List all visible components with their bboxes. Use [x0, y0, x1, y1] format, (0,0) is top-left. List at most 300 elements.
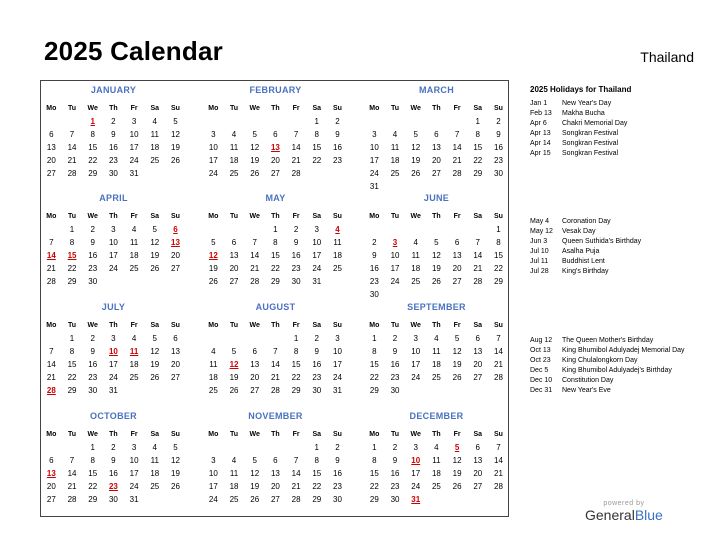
- day-cell: 8: [496, 238, 501, 247]
- weekday-label: Su: [332, 105, 342, 112]
- day-cell: 26: [250, 495, 260, 504]
- weekday-label: Mo: [46, 322, 57, 329]
- day-cell: 8: [90, 456, 95, 465]
- day-cell: 27: [46, 495, 56, 504]
- day-cell: 29: [494, 277, 503, 286]
- weekday-label: Mo: [46, 431, 57, 438]
- day-cell: 1: [314, 117, 319, 126]
- day-cell: 8: [314, 130, 319, 139]
- day-cell: 3: [413, 334, 418, 343]
- day-cell: 27: [473, 482, 483, 491]
- page-title: 2025 Calendar: [44, 36, 223, 66]
- day-cell: 18: [411, 264, 421, 273]
- day-cell: 17: [108, 360, 118, 369]
- day-cell: 29: [312, 495, 322, 504]
- day-cell: 19: [431, 264, 441, 273]
- day-cell: 18: [229, 156, 239, 165]
- week-row: [41, 441, 186, 454]
- day-cell: 3: [111, 334, 116, 343]
- day-cell: 11: [150, 456, 159, 465]
- day-cell: 15: [88, 143, 98, 152]
- day-cell: 15: [312, 469, 322, 478]
- day-cell: 8: [69, 347, 75, 356]
- weekday-label: Su: [170, 105, 180, 112]
- month-name: NOVEMBER: [248, 411, 303, 421]
- weekday-label: Mo: [208, 213, 219, 220]
- day-cell: 3: [131, 117, 137, 126]
- day-cell: 21: [291, 482, 301, 491]
- day-cell: 22: [369, 482, 379, 491]
- day-cell: 6: [273, 456, 278, 465]
- weekday-label: Su: [493, 431, 503, 438]
- month-name: FEBRUARY: [249, 85, 302, 95]
- weekday-label: Th: [432, 431, 441, 438]
- weekday-label: Fr: [292, 322, 300, 329]
- holiday-name: King Bhumibol Adulyadej Memorial Day: [562, 347, 685, 354]
- weekday-label: We: [249, 322, 260, 329]
- day-cell: 28: [250, 277, 260, 286]
- day-cell: 18: [129, 360, 139, 369]
- month-grid: [41, 428, 186, 506]
- day-cell: 4: [152, 117, 157, 126]
- day-cell: 18: [229, 482, 239, 491]
- week-row: [364, 467, 509, 480]
- day-cell: 11: [432, 456, 441, 465]
- month-june: [364, 193, 509, 302]
- week-row: [41, 454, 186, 467]
- week-row: [203, 384, 348, 397]
- day-cell: 30: [88, 277, 98, 286]
- weekday-label: Tu: [68, 213, 77, 220]
- day-cell: 14: [46, 360, 56, 369]
- weekday-label: Sa: [473, 105, 483, 112]
- day-cell: 13: [171, 347, 180, 356]
- day-cell: 26: [171, 482, 180, 491]
- day-cell: 14: [67, 143, 77, 152]
- weekday-label: Su: [170, 213, 180, 220]
- day-cell: 26: [150, 264, 160, 273]
- day-cell: 19: [171, 469, 180, 478]
- day-cell: 13: [431, 143, 441, 152]
- weekday-header: [41, 319, 186, 332]
- day-cell: 19: [452, 469, 462, 478]
- footer-logo[interactable]: [585, 500, 663, 523]
- day-cell: 26: [452, 482, 462, 491]
- day-cell: 7: [475, 238, 480, 247]
- day-cell: 5: [454, 334, 460, 343]
- holiday-name: Constitution Day: [562, 377, 614, 384]
- day-cell: 10: [390, 251, 400, 260]
- week-row: [364, 167, 509, 180]
- day-cell: 15: [88, 469, 98, 478]
- day-cell: 23: [88, 373, 98, 382]
- weekday-label: Su: [332, 322, 342, 329]
- day-cell: 2: [392, 334, 398, 343]
- holiday-date: Jan 1: [530, 100, 548, 107]
- week-row: [203, 141, 348, 154]
- day-cell: 17: [411, 469, 421, 478]
- day-cell: 26: [250, 169, 260, 178]
- weekday-label: Tu: [68, 105, 77, 112]
- day-cell: 4: [434, 443, 439, 452]
- weekday-label: Fr: [453, 213, 461, 220]
- holiday-item: [530, 336, 692, 346]
- week-row: [364, 180, 509, 193]
- weekday-label: Fr: [292, 213, 300, 220]
- day-cell: 27: [171, 264, 180, 273]
- day-cell: 7: [69, 130, 75, 139]
- week-row: [203, 262, 348, 275]
- month-grid: [41, 319, 186, 397]
- day-cell: 11: [209, 360, 218, 369]
- week-row: [203, 332, 348, 345]
- day-cell: 28: [67, 495, 77, 504]
- weekday-header: [203, 428, 348, 441]
- holiday-date: Oct 23: [530, 357, 551, 364]
- day-cell: 12: [452, 347, 462, 356]
- month-grid: [364, 428, 509, 506]
- holiday-date: Jul 10: [530, 248, 549, 255]
- weekday-label: Tu: [391, 213, 400, 220]
- day-cell: 24: [129, 156, 139, 165]
- brand-part-blue: Blue: [634, 507, 663, 523]
- holiday-date: Aug 12: [530, 337, 553, 344]
- weekday-label: Su: [332, 213, 342, 220]
- day-cell: 13: [452, 251, 462, 260]
- month-march: [364, 85, 509, 194]
- week-row: [364, 128, 509, 141]
- weekday-header: [364, 428, 509, 441]
- day-cell: 25: [229, 495, 239, 504]
- day-cell: 20: [270, 156, 280, 165]
- weekday-header: [203, 210, 348, 223]
- day-cell: 21: [452, 156, 462, 165]
- day-cell: 13: [473, 456, 483, 465]
- holiday-date: Jun 3: [530, 238, 548, 245]
- week-row: [41, 275, 186, 288]
- day-cell: 30: [390, 495, 400, 504]
- day-cell: 4: [392, 130, 398, 139]
- day-cell: 16: [88, 251, 98, 260]
- week-row: [203, 236, 348, 249]
- month-name: JULY: [101, 302, 126, 312]
- day-cell: 25: [150, 156, 160, 165]
- day-cell: 7: [252, 238, 257, 247]
- week-row: [203, 154, 348, 167]
- day-cell: 31: [129, 495, 139, 504]
- holiday-name: Songkran Festival: [562, 140, 619, 147]
- day-cell: 21: [46, 373, 56, 382]
- day-cell: 30: [369, 290, 379, 299]
- day-cell: 17: [333, 360, 342, 369]
- day-cell: 7: [273, 347, 278, 356]
- holiday-item: [530, 129, 692, 139]
- day-cell: 28: [473, 277, 483, 286]
- day-cell: 13: [46, 143, 56, 152]
- day-cell: 12: [431, 251, 441, 260]
- week-row: [41, 249, 186, 262]
- day-cell: 16: [291, 251, 301, 260]
- day-cell: 23: [88, 264, 98, 273]
- day-cell: 29: [369, 495, 379, 504]
- day-cell: 20: [431, 156, 441, 165]
- weekday-header: [41, 102, 186, 115]
- week-row: [364, 223, 509, 236]
- weekday-label: We: [249, 431, 260, 438]
- day-cell: 6: [273, 130, 278, 139]
- weekday-header: [364, 319, 509, 332]
- day-cell: 22: [312, 156, 322, 165]
- day-cell: 18: [390, 156, 400, 165]
- week-row: [364, 358, 509, 371]
- day-cell: 22: [67, 264, 77, 273]
- day-cell: 19: [411, 156, 421, 165]
- day-cell: 25: [150, 482, 160, 491]
- day-cell: 2: [392, 443, 398, 452]
- day-cell: 10: [333, 347, 342, 356]
- day-cell: 20: [250, 373, 260, 382]
- month-grid: [41, 210, 186, 288]
- day-cell: 21: [67, 482, 77, 491]
- holiday-item: [530, 119, 692, 129]
- day-cell: 7: [49, 238, 54, 247]
- day-cell: 27: [270, 169, 280, 178]
- day-cell: 24: [390, 277, 400, 286]
- weekday-label: Fr: [130, 431, 138, 438]
- day-cell: 22: [88, 156, 98, 165]
- day-cell: 24: [312, 264, 322, 273]
- day-cell: 27: [452, 277, 462, 286]
- week-row: [203, 167, 348, 180]
- day-cell: 9: [111, 130, 116, 139]
- weekday-label: Mo: [208, 322, 219, 329]
- weekday-label: Tu: [391, 431, 400, 438]
- holiday-list-2: [530, 217, 692, 277]
- weekday-label: Mo: [369, 105, 380, 112]
- day-cell: 3: [211, 456, 216, 465]
- weekday-label: Mo: [46, 213, 57, 220]
- holiday-day-cell: 13: [270, 143, 280, 152]
- day-cell: 22: [312, 482, 322, 491]
- weekday-label: Th: [271, 105, 280, 112]
- weekday-label: Tu: [230, 213, 239, 220]
- holiday-day-cell: 11: [129, 347, 139, 356]
- week-row: [203, 358, 348, 371]
- week-row: [364, 480, 509, 493]
- holiday-day-cell: 14: [46, 251, 56, 260]
- weekday-label: Sa: [150, 322, 160, 329]
- weekday-label: Su: [170, 322, 180, 329]
- holiday-day-cell: 6: [173, 225, 178, 234]
- day-cell: 15: [494, 251, 503, 260]
- day-cell: 8: [90, 130, 95, 139]
- holiday-day-cell: 15: [67, 251, 77, 260]
- weekday-label: Su: [493, 213, 503, 220]
- day-cell: 12: [150, 238, 160, 247]
- day-cell: 27: [46, 169, 56, 178]
- day-cell: 29: [88, 495, 98, 504]
- day-cell: 9: [90, 347, 95, 356]
- day-cell: 24: [411, 482, 421, 491]
- week-row: [203, 223, 348, 236]
- weekday-label: Sa: [312, 322, 322, 329]
- weekday-label: Sa: [312, 105, 322, 112]
- week-row: [364, 441, 509, 454]
- day-cell: 25: [129, 373, 139, 382]
- day-cell: 28: [67, 169, 77, 178]
- day-cell: 21: [270, 373, 280, 382]
- day-cell: 12: [452, 456, 462, 465]
- month-april: [41, 193, 186, 302]
- day-cell: 6: [434, 130, 439, 139]
- day-cell: 25: [129, 264, 139, 273]
- day-cell: 11: [229, 469, 239, 478]
- week-row: [41, 262, 186, 275]
- day-cell: 27: [473, 373, 483, 382]
- holiday-date: Dec 10: [530, 377, 553, 384]
- week-row: [203, 441, 348, 454]
- weekday-header: [203, 102, 348, 115]
- week-row: [203, 115, 348, 128]
- day-cell: 23: [369, 277, 379, 286]
- day-cell: 1: [372, 334, 377, 343]
- holiday-date: May 12: [530, 228, 553, 235]
- day-cell: 23: [312, 373, 322, 382]
- holiday-item: [530, 366, 692, 376]
- day-cell: 10: [411, 347, 421, 356]
- weekday-label: Tu: [68, 431, 77, 438]
- day-cell: 7: [496, 334, 501, 343]
- weekday-label: Sa: [473, 431, 483, 438]
- day-cell: 2: [90, 225, 95, 234]
- day-cell: 7: [293, 130, 299, 139]
- day-cell: 9: [314, 347, 319, 356]
- day-cell: 11: [129, 238, 139, 247]
- day-cell: 30: [312, 386, 322, 395]
- day-cell: 17: [208, 482, 218, 491]
- weekday-label: Th: [271, 213, 280, 220]
- holiday-name: King's Birthday: [562, 268, 609, 275]
- day-cell: 9: [392, 456, 398, 465]
- month-name: MARCH: [419, 85, 454, 95]
- week-row: [41, 493, 186, 506]
- weekday-label: Mo: [46, 105, 57, 112]
- week-row: [203, 480, 348, 493]
- weekday-label: We: [410, 213, 421, 220]
- brand-part-general: General: [585, 507, 635, 523]
- weekday-label: We: [87, 105, 98, 112]
- weekday-label: Th: [271, 431, 280, 438]
- day-cell: 3: [211, 130, 216, 139]
- day-cell: 28: [291, 169, 301, 178]
- day-cell: 29: [369, 386, 379, 395]
- day-cell: 14: [250, 251, 260, 260]
- holiday-name: Vesak Day: [562, 228, 596, 235]
- day-cell: 24: [208, 169, 218, 178]
- month-grid: [203, 319, 348, 397]
- month-february: [203, 85, 348, 194]
- country-label: Thailand: [640, 49, 694, 65]
- day-cell: 15: [67, 360, 77, 369]
- day-cell: 4: [131, 334, 137, 343]
- holiday-name: Chakri Memorial Day: [562, 120, 628, 127]
- day-cell: 15: [312, 143, 322, 152]
- weekday-header: [203, 319, 348, 332]
- day-cell: 27: [250, 386, 260, 395]
- day-cell: 1: [496, 225, 501, 234]
- day-cell: 8: [372, 347, 377, 356]
- week-row: [41, 332, 186, 345]
- day-cell: 14: [291, 469, 301, 478]
- day-cell: 4: [413, 238, 418, 247]
- weekday-label: Th: [432, 213, 441, 220]
- weekday-label: Mo: [208, 431, 219, 438]
- weekday-label: Fr: [292, 105, 300, 112]
- month-grid: [203, 428, 348, 506]
- day-cell: 18: [431, 469, 441, 478]
- day-cell: 14: [494, 347, 503, 356]
- day-cell: 17: [129, 143, 139, 152]
- day-cell: 23: [333, 156, 342, 165]
- day-cell: 30: [88, 386, 98, 395]
- holiday-name: New Year's Day: [562, 100, 612, 107]
- day-cell: 31: [129, 169, 139, 178]
- day-cell: 11: [411, 251, 420, 260]
- day-cell: 16: [390, 360, 400, 369]
- holiday-day-cell: 1: [90, 117, 95, 126]
- day-cell: 2: [335, 117, 340, 126]
- day-cell: 12: [171, 456, 180, 465]
- day-cell: 17: [208, 156, 218, 165]
- day-cell: 11: [229, 143, 239, 152]
- day-cell: 5: [252, 130, 257, 139]
- holiday-list-3: [530, 336, 692, 396]
- day-cell: 24: [411, 373, 421, 382]
- day-cell: 30: [108, 495, 118, 504]
- day-cell: 31: [333, 386, 342, 395]
- holiday-date: Jul 28: [530, 268, 549, 275]
- holiday-name: King Bhumibol Adulyadej's Birthday: [562, 367, 672, 374]
- day-cell: 26: [411, 169, 421, 178]
- holiday-item: [530, 237, 692, 247]
- day-cell: 2: [314, 334, 319, 343]
- day-cell: 24: [369, 169, 379, 178]
- day-cell: 30: [108, 169, 118, 178]
- day-cell: 22: [291, 373, 301, 382]
- holiday-name: Asalha Puja: [562, 248, 600, 255]
- day-cell: 15: [291, 360, 301, 369]
- day-cell: 9: [335, 456, 340, 465]
- day-cell: 24: [129, 482, 139, 491]
- day-cell: 23: [390, 373, 400, 382]
- day-cell: 29: [67, 386, 77, 395]
- day-cell: 1: [69, 225, 75, 234]
- holiday-date: Jul 11: [530, 258, 549, 265]
- day-cell: 30: [494, 169, 503, 178]
- day-cell: 1: [273, 225, 278, 234]
- day-cell: 13: [473, 347, 483, 356]
- day-cell: 22: [270, 264, 280, 273]
- day-cell: 13: [250, 360, 260, 369]
- week-row: [364, 384, 509, 397]
- day-cell: 12: [250, 469, 260, 478]
- week-row: [41, 167, 186, 180]
- day-cell: 21: [494, 360, 503, 369]
- week-row: [364, 454, 509, 467]
- day-cell: 8: [314, 456, 319, 465]
- holiday-item: [530, 109, 692, 119]
- day-cell: 19: [229, 373, 239, 382]
